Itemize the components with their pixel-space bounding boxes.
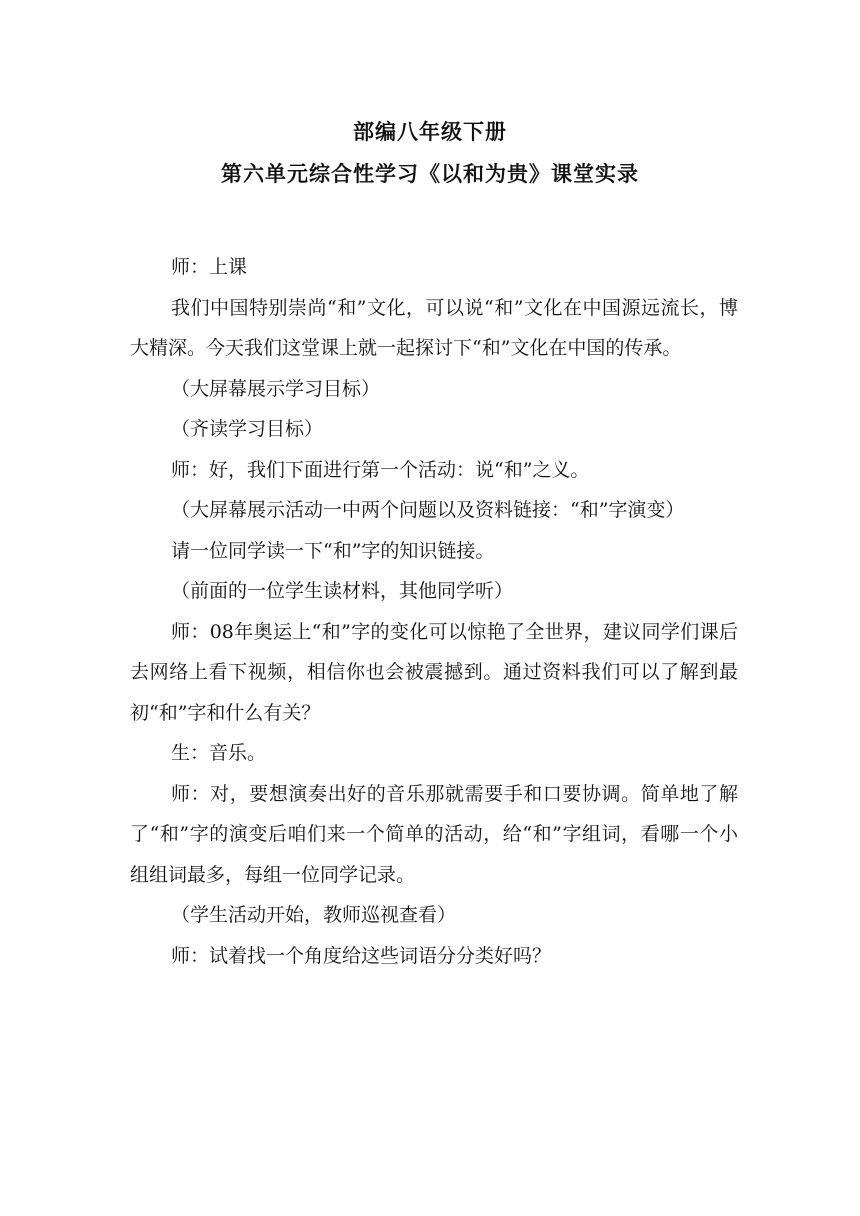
paragraph: （大屏幕展示学习目标） (171, 377, 381, 400)
paragraph: （齐读学习目标） (171, 418, 324, 440)
document-title-line-1: 部编八年级下册 (353, 120, 507, 144)
paragraph: 师：好，我们下面进行第一个活动：说“和”之义。 (171, 458, 590, 481)
paragraph: （学生活动开始，教师巡视查看） (171, 904, 457, 926)
paragraph: 请一位同学读一下“和”字的知识链接。 (171, 539, 495, 562)
document-title-line-2: 第六单元综合性学习《以和为贵》课堂实录 (221, 162, 639, 186)
paragraph: 师：08年奥运上“和”字的变化可以惊艳了全世界，建议同学们课后去网络上看下视频，相信你也会被震撼到。通过资料我们可以了解到最初“和”字和什么有关？ (130, 620, 738, 724)
paragraph: 我们中国特别崇尚“和”文化，可以说“和”文化在中国源远流长，博大精深。今天我们这堂课上就一起探讨下“和”文化在中国的传承。 (130, 296, 738, 359)
paragraph: 生：音乐。 (171, 742, 267, 764)
paragraph: 师：上课 (171, 256, 248, 278)
document-body (130, 247, 738, 976)
paragraph: 师：对，要想演奏出好的音乐那就需要手和口要协调。简单地了解了“和”字的演变后咱们来一个简单的活动，给“和”字组词，看哪一个小组组词最多，每组一位同学记录。 (130, 782, 738, 886)
paragraph: （前面的一位学生读材料，其他同学听） (171, 580, 514, 602)
paragraph: （大屏幕展示活动一中两个问题以及资料链接：“和”字演变） (171, 499, 685, 521)
paragraph: 师：试着找一个角度给这些词语分分类好吗？ (171, 944, 552, 967)
